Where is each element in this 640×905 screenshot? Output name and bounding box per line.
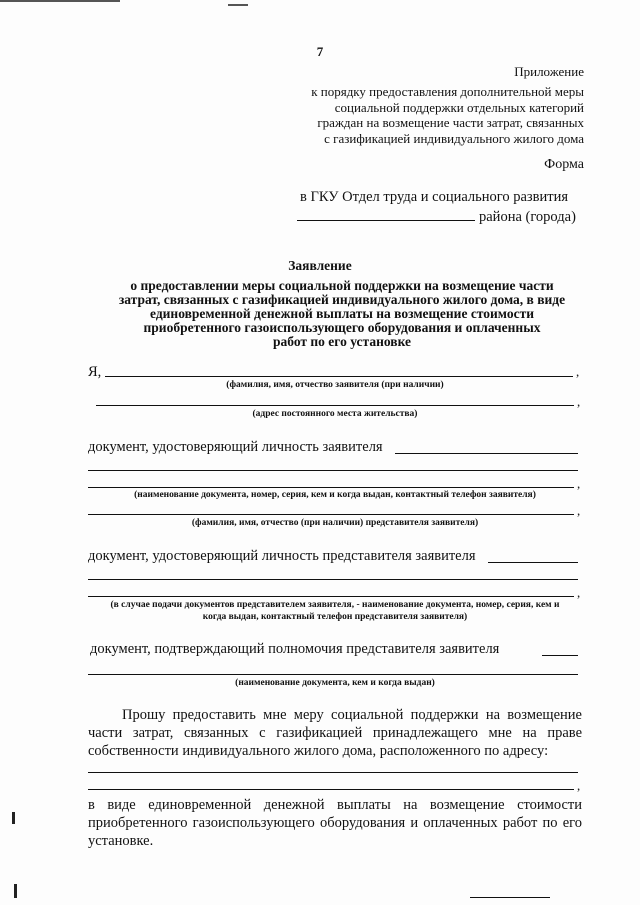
property-address-line-2[interactable] — [88, 789, 574, 790]
district-blank[interactable] — [297, 208, 475, 221]
request-paragraph — [88, 706, 582, 760]
addressee-line-2 — [297, 208, 576, 226]
subtitle-line: о предоставлении меры социальной поддержки на возмещение части — [130, 278, 554, 293]
comma: , — [576, 364, 580, 379]
annex-line: социальной поддержки отдельных категорий — [334, 99, 584, 115]
addressee-line-2-text: района (города) — [479, 209, 576, 225]
comma: , — [577, 585, 581, 600]
caption-applicant-name: (фамилия, имя, отчество заявителя (при наличии) — [226, 380, 444, 390]
subtitle-line: затрат, связанных с газификацией индивидуального жилого дома, в виде — [118, 292, 566, 307]
rep-doc-label: документ, удостоверяющий личность представителя заявителя — [88, 548, 476, 564]
caption-rep-doc — [88, 599, 582, 623]
applicant-name-line[interactable] — [105, 376, 573, 377]
annex-line: к порядку предоставления дополнительной меры — [311, 84, 584, 99]
subtitle-line: единовременной денежной выплаты на возмещение стоимости — [150, 306, 534, 321]
id-doc-line-2[interactable] — [88, 470, 578, 471]
annex-body — [254, 84, 584, 146]
caption-rep-doc-line: (в случае подачи документов представителем заявителя, - наименование документа, номер, серия, кем и — [110, 600, 560, 610]
annex-line: граждан на возмещение части затрат, связанных — [317, 115, 584, 130]
comma: , — [577, 476, 581, 491]
id-doc-label: документ, удостоверяющий личность заявителя — [88, 439, 383, 455]
subtitle-line: работ по его установке — [272, 334, 411, 349]
caption-address: (адрес постоянного места жительства) — [252, 409, 418, 419]
authority-doc-label: документ, подтверждающий полномочия представителя заявителя — [90, 641, 500, 657]
caption-rep-doc-line: когда выдан, контактный телефон представителя заявителя) — [202, 612, 468, 622]
annex-line: с газификацией индивидуального жилого дома — [324, 130, 584, 146]
comma: , — [577, 503, 581, 518]
authority-doc-line[interactable] — [542, 655, 578, 656]
property-address-line[interactable] — [88, 772, 578, 773]
caption-id-doc: (наименование документа, номер, серия, кем и когда выдан, контактный телефон заявителя) — [134, 490, 536, 500]
caption-representative-name: (фамилия, имя, отчество (при наличии) представителя заявителя) — [191, 518, 479, 528]
scan-artifact — [0, 0, 120, 2]
rep-doc-line-3[interactable] — [88, 596, 574, 597]
comma: , — [577, 778, 581, 793]
i-label: Я, — [88, 364, 102, 380]
form-label: Форма — [544, 157, 584, 172]
address-line[interactable] — [96, 405, 574, 406]
id-doc-line-3[interactable] — [88, 487, 574, 488]
id-doc-line[interactable] — [395, 453, 578, 454]
authority-doc-line-2[interactable] — [88, 674, 578, 675]
document-title: Заявление — [288, 258, 352, 273]
comma: , — [577, 394, 581, 409]
subtitle-line: приобретенного газоиспользующего оборудования и оплаченных — [143, 320, 541, 335]
scan-mark — [12, 812, 15, 824]
document-subtitle — [92, 279, 592, 349]
rep-doc-line[interactable] — [488, 562, 578, 563]
request-paragraph-text: Прошу предоставить мне меру социальной поддержки на возмещение части затрат, связанных с газификацией принадлежащего мне на праве собственности индивидуального жилого дома, расположенного по адресу: — [88, 707, 582, 759]
caption-authority-doc: (наименование документа, кем и когда выдан) — [235, 678, 435, 688]
scan-artifact — [228, 4, 248, 6]
page-number: 7 — [316, 44, 324, 59]
payment-paragraph: в виде единовременной денежной выплаты на возмещение стоимости приобретенного газоиспользующего оборудования и оплаченных работ по его установке. — [88, 797, 582, 849]
addressee-line-1: в ГКУ Отдел труда и социального развития — [300, 189, 569, 205]
rep-doc-line-2[interactable] — [88, 579, 578, 580]
annex-title: Приложение — [514, 64, 584, 79]
scan-mark — [14, 884, 17, 898]
representative-name-line[interactable] — [88, 514, 574, 515]
scan-artifact — [470, 897, 550, 898]
